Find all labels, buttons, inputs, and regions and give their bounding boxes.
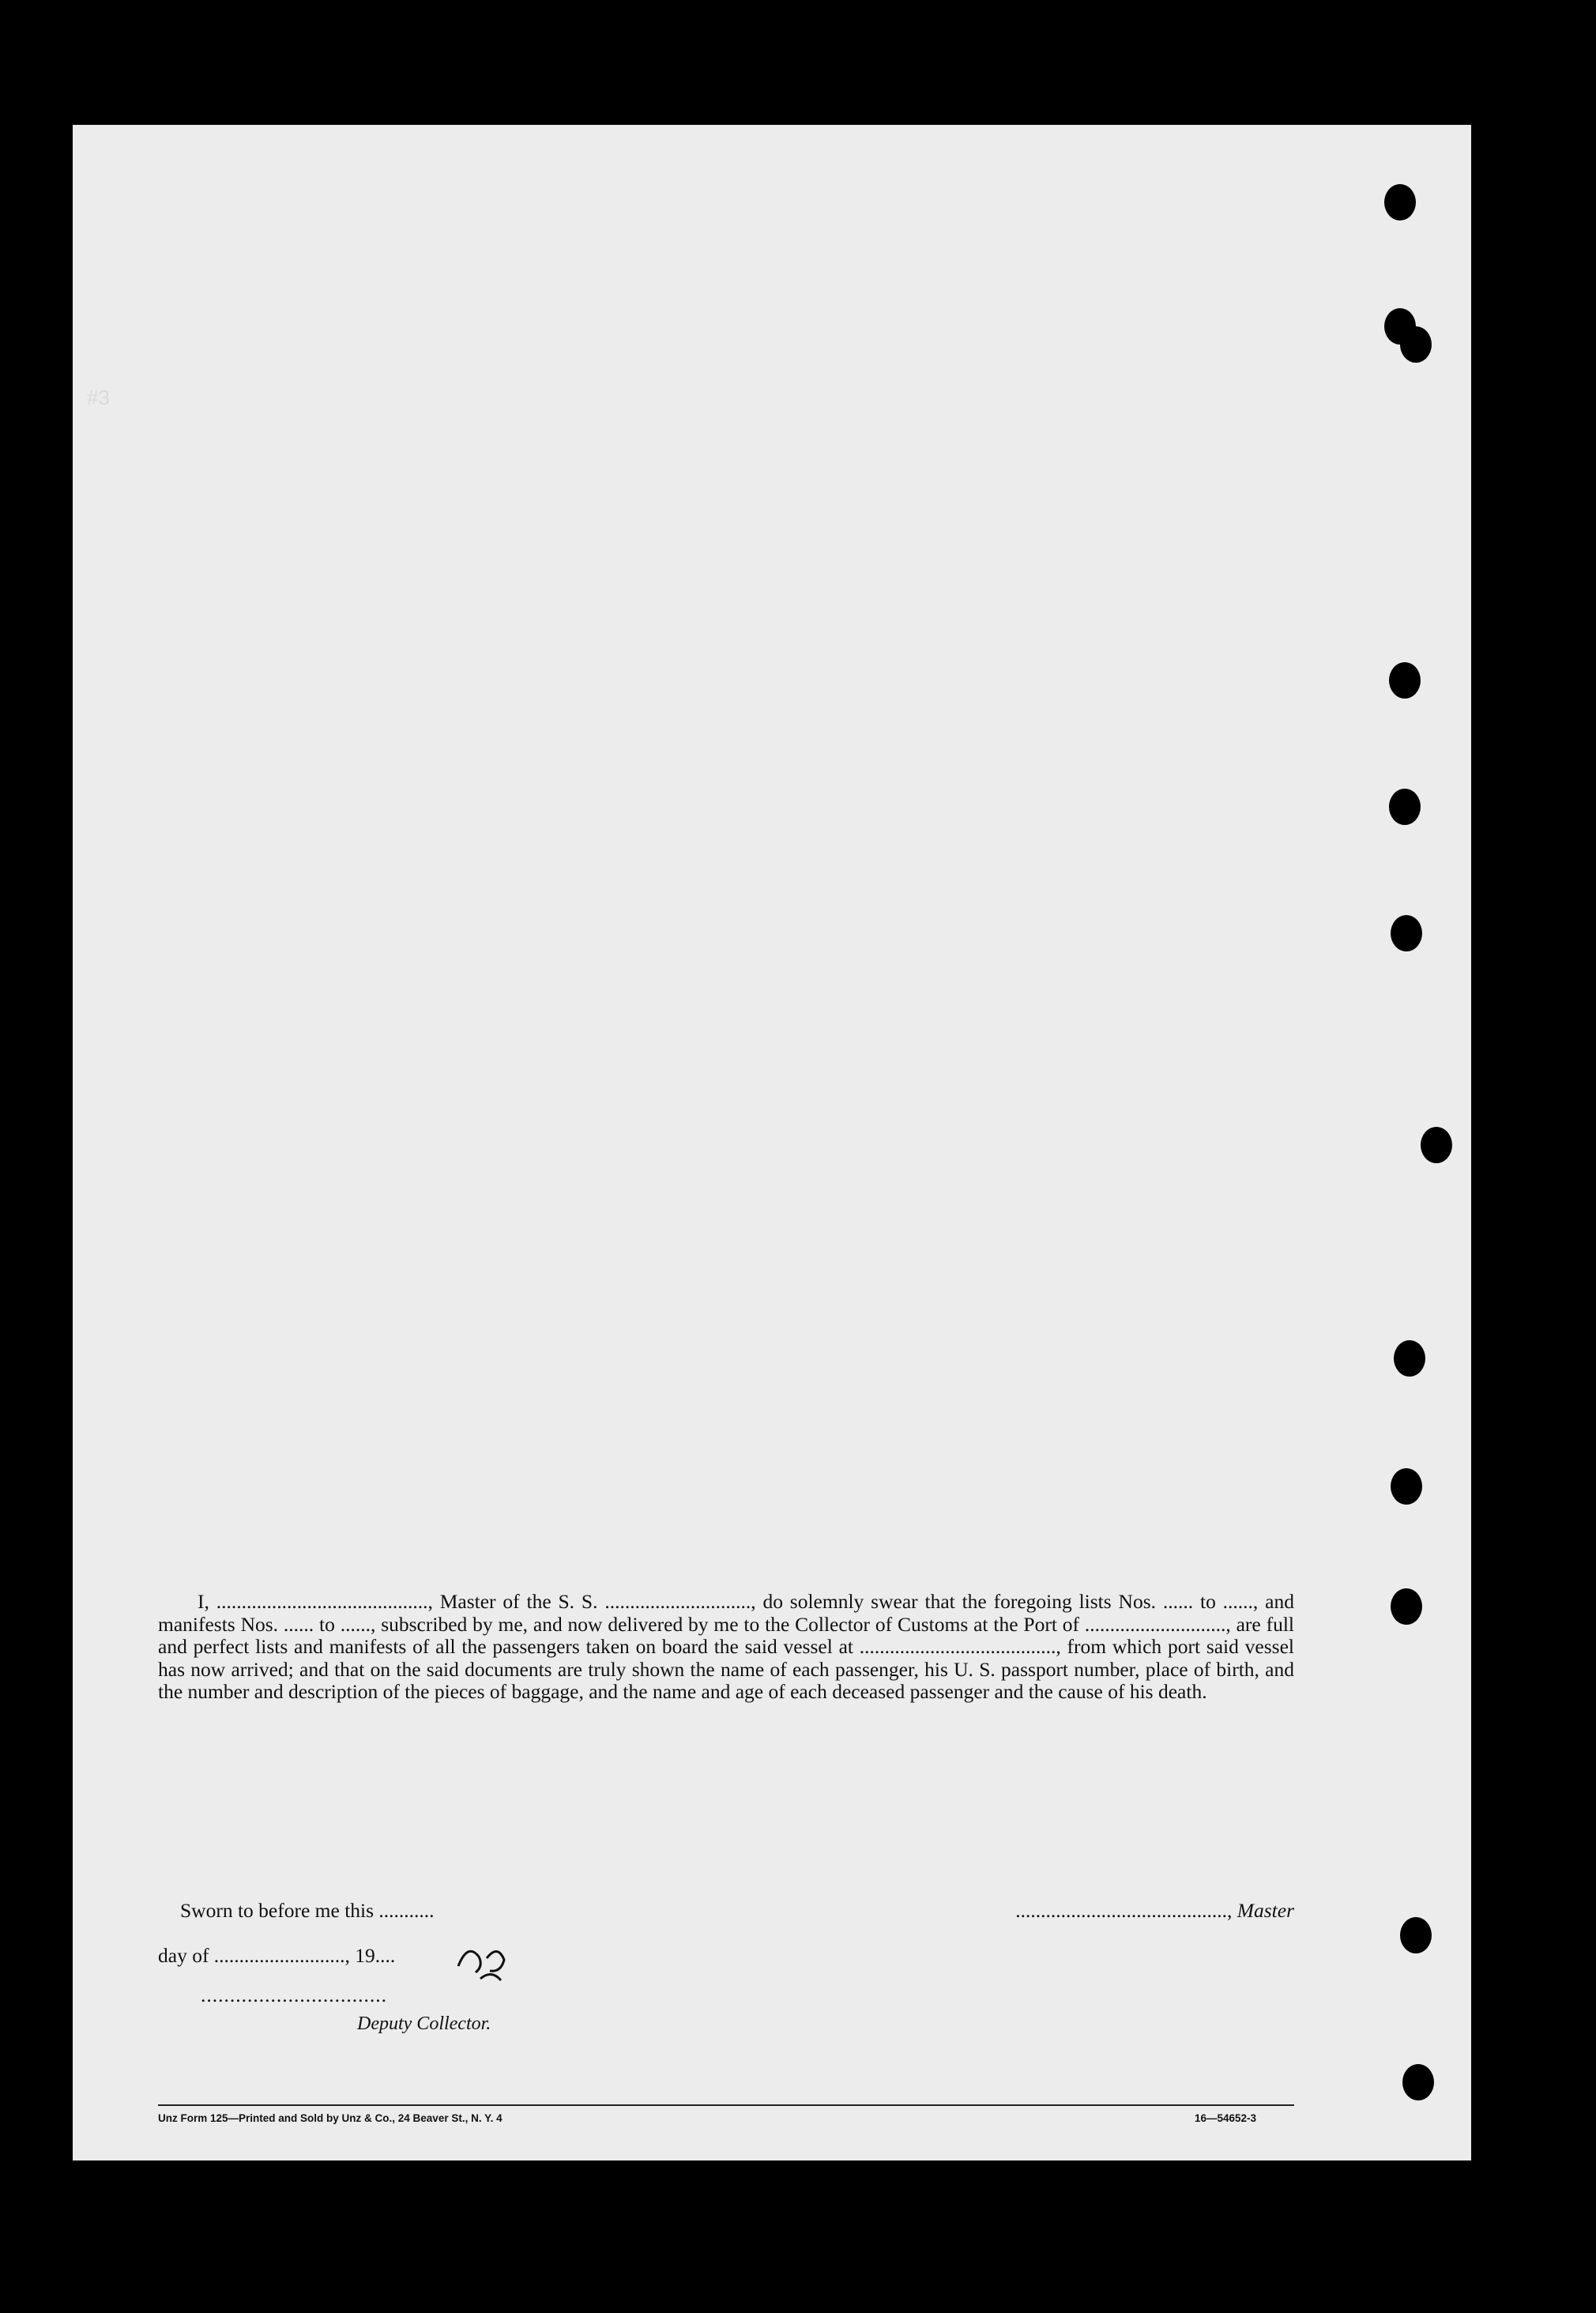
deputy-collector-label: Deputy Collector. [357,2014,491,2034]
sworn-line: Sworn to before me this ........... [180,1899,435,1922]
collector-signature-line: ................................ [201,1983,387,2006]
punch-hole [1421,1127,1452,1163]
punch-hole [1391,1468,1422,1505]
master-dots: .........................................., [1015,1899,1233,1922]
punch-hole [1389,662,1421,699]
punch-hole [1400,1917,1432,1953]
printer-imprint: Unz Form 125—Printed and Sold by Unz & Co., 24 Beaver St., N. Y. 4 [158,2112,503,2124]
punch-hole [1400,326,1432,363]
day-of-line: day of .........................., 19.... [158,1944,396,1967]
oath-text: I, .........................................., Master of the S. S. ............................., do solemnly swear that the foregoing lists Nos. ...... to ......, and manifests Nos. ...... to ......, subscribed by me, and now delivered by me to the Collector of Customs at the Port of ............................, are full and perfect lists and manifests of all the passengers taken on board the said vessel at ......................................., from which port said vessel has now arrived; and that on the said documents are truly shown the name of each passenger, his U. S. passport number, place of birth, and the number and description of the pieces of baggage, and the name and age of each deceased passenger and the cause of his death. [158,1590,1294,1703]
form-number: 16—54652-3 [1195,2112,1257,2124]
handwritten-mark [452,1934,523,1990]
footer-rule [158,2104,1294,2106]
punch-hole [1391,1588,1422,1625]
master-label: Master [1237,1899,1294,1922]
punch-hole [1402,2064,1434,2100]
punch-hole [1391,915,1422,951]
master-signature-line [789,1899,1294,1923]
faint-stamp: #3 [87,386,110,409]
punch-hole [1389,789,1421,825]
punch-hole [1384,184,1416,220]
form-page [73,125,1471,2160]
punch-hole [1394,1340,1425,1377]
oath-paragraph [158,1591,1294,1704]
